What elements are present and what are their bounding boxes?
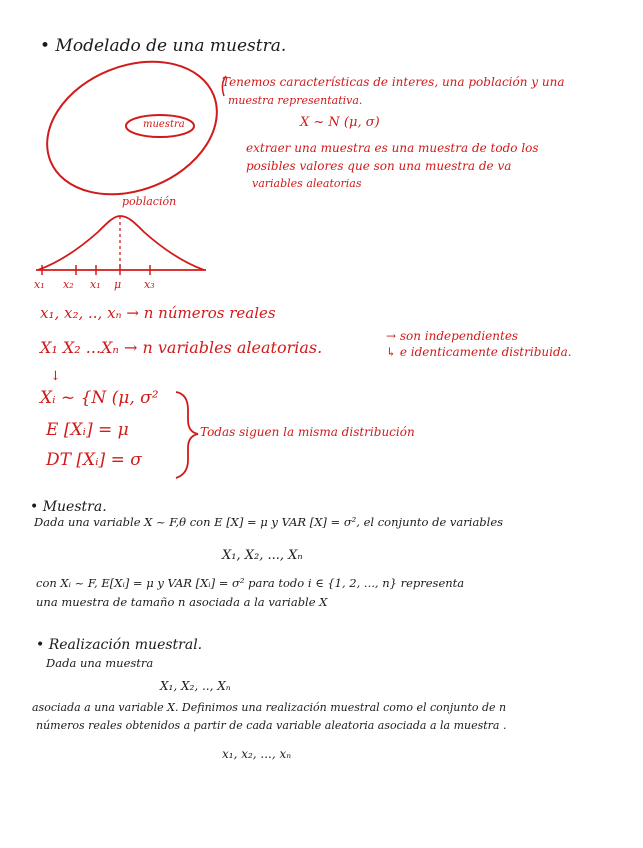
std-deviation: DT [Xᵢ] = σ (46, 450, 142, 470)
realizacion-line-3: números reales obtenidos a partir de cada variable aleatoria asociada a la muestra . (36, 719, 507, 732)
muestra-variable-list: X₁, X₂, ..., Xₙ (222, 548, 303, 563)
realizacion-variable-list: X₁, X₂, .., Xₙ (160, 679, 231, 693)
variables-line: X₁ X₂ ...Xₙ → n variables aleatorias. (40, 338, 323, 357)
section-heading-realizacion: • Realización muestral. (36, 637, 203, 653)
axis-label-x1a: x₁ (34, 278, 45, 291)
down-arrow: ↓ (50, 369, 61, 384)
note-line-1: Tenemos características de interes, una población y una (222, 75, 565, 89)
xi-distribution: Xᵢ ~ {N (μ, σ² (40, 388, 159, 408)
muestra-line-3: una muestra de tamaño n asociada a la variable X (36, 595, 328, 609)
section-heading-modelado: • Modelado de una muestra. (40, 36, 287, 56)
note-line-2: muestra representativa. (228, 94, 363, 107)
identically-distributed-note: ↳ e identicamente distribuida. (386, 345, 572, 359)
extract-line-3: variables aleatorias (252, 177, 362, 190)
outer-ellipse-label: población (122, 195, 177, 208)
axis-label-x3: x₃ (144, 278, 155, 291)
axis-label-mu: μ (114, 278, 122, 291)
brace-note: Todas siguen la misma distribución (200, 425, 415, 439)
realizacion-line-2: asociada a una variable X. Definimos una realización muestral como el conjunto de n (32, 701, 507, 714)
axis-label-x2: x₂ (63, 278, 74, 291)
extract-line-2: posibles valores que son una muestra de va (246, 159, 512, 173)
muestra-line-1: Dada una variable X ~ F,θ con E [X] = μ y VAR [X] = σ², el conjunto de variables (34, 515, 504, 529)
realizacion-line-1: Dada una muestra (46, 656, 154, 670)
normal-dist: X ~ N (μ, σ) (300, 115, 380, 130)
axis-label-x1b: x₁ (90, 278, 101, 291)
inner-ellipse-label: muestra (143, 119, 185, 130)
expectation: E [Xᵢ] = μ (46, 420, 129, 440)
reals-line: x₁, x₂, .., xₙ → n números reales (40, 304, 276, 322)
independent-note: → son independientes (386, 329, 519, 343)
realizacion-values-list: x₁, x₂, ..., xₙ (222, 747, 292, 761)
muestra-line-2: con Xᵢ ~ F, E[Xᵢ] = μ y VAR [Xᵢ] = σ² para todo i ∈ {1, 2, ..., n} representa (36, 576, 465, 590)
section-heading-muestra: • Muestra. (30, 499, 107, 515)
extract-line-1: extraer una muestra es una muestra de todo los (246, 141, 539, 155)
